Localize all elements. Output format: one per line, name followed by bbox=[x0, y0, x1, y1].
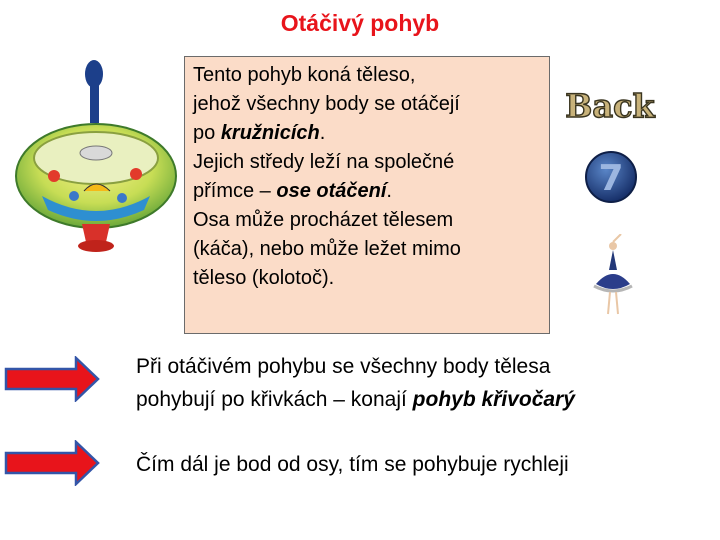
spinning-top-image bbox=[14, 56, 190, 276]
term-circles: kružnicích bbox=[220, 122, 320, 144]
statement-text: pohybují po křivkách – konají bbox=[136, 388, 413, 411]
definition-text: přímce – bbox=[193, 180, 277, 202]
definition-text: po bbox=[193, 122, 221, 144]
term-axis: ose otáčení bbox=[276, 180, 387, 202]
definition-text: . bbox=[319, 122, 326, 144]
definition-line: Osa může procházet tělesem bbox=[193, 209, 454, 231]
back-button-label: Back bbox=[565, 88, 655, 124]
seven-button[interactable] bbox=[584, 150, 638, 204]
definition-line bbox=[193, 119, 543, 148]
statement-curvilinear bbox=[136, 350, 696, 416]
arrow-right-icon bbox=[4, 356, 100, 402]
statement-line: Při otáčivém pohybu se všechny body tělesa bbox=[136, 355, 551, 378]
slide-title: Otáčivý pohyb bbox=[280, 10, 440, 36]
arrow-right-icon bbox=[4, 440, 100, 486]
definition-line: jehož všechny body se otáčejí bbox=[193, 93, 460, 115]
definition-text: . bbox=[386, 180, 392, 202]
term-curvilinear-motion: pohyb křivočarý bbox=[412, 388, 575, 411]
dancer-image bbox=[586, 234, 640, 318]
definition-line: Tento pohyb koná těleso, bbox=[193, 64, 416, 86]
statement-line bbox=[136, 383, 696, 416]
definition-line: (káča), nebo může ležet mimo bbox=[193, 238, 461, 260]
back-button[interactable] bbox=[556, 88, 664, 124]
definition-box bbox=[184, 56, 550, 334]
statement-speed: Čím dál je bod od osy, tím se pohybuje rychleji bbox=[136, 453, 569, 476]
seven-button-label: 7 bbox=[598, 158, 624, 199]
definition-line: těleso (kolotoč). bbox=[193, 267, 335, 289]
definition-line: Jejich středy leží na společné bbox=[193, 151, 455, 173]
definition-line bbox=[193, 177, 543, 206]
